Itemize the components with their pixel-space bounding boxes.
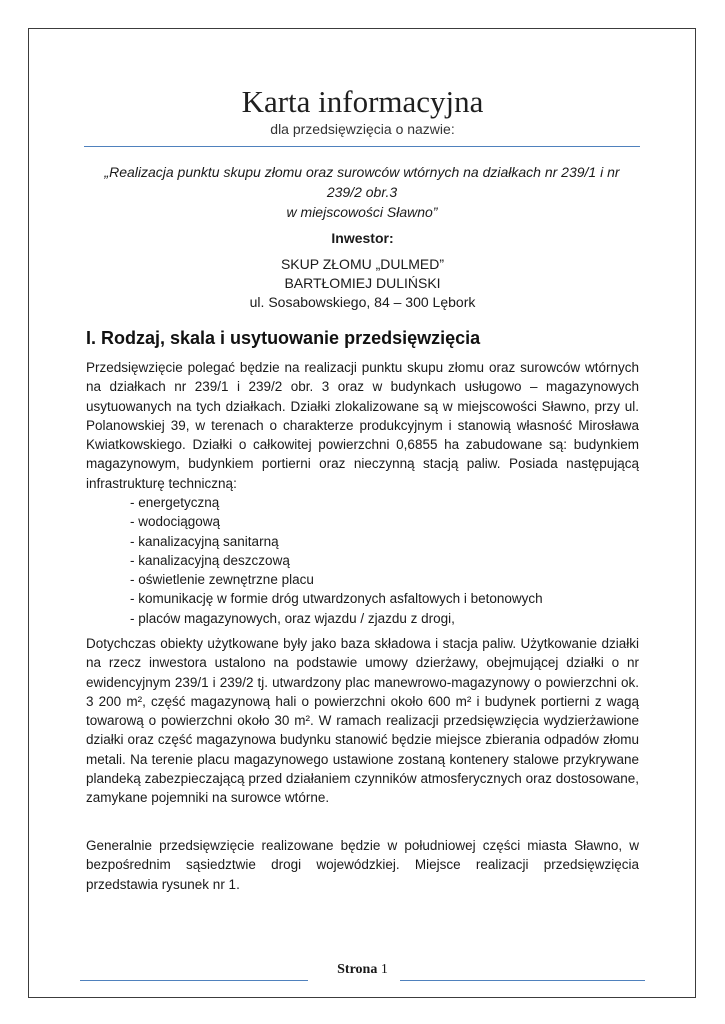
paragraph-description: Przedsięwzięcie polegać będzie na realizacji punktu skupu złomu oraz surowców wtórnych na działkach nr 239/1 i 239/2 obr. 3 oraz w budynkach usługowo – magazynowych usytuowanych na tych działkach. Działki zlokalizowane są w miejscowości Sławno, przy ul. Polanowskiej 39, w terenach o charakterze produkcyjnym i stanowią własność Mirosława Kwiatkowskiego. Działki o całkowitej powierzchni 0,6855 ha zabudowane są: budynkiem magazynowym, budynkiem portierni oraz nieczynną stacją paliw. Posiada następującą infrastrukturę techniczną: [86, 360, 639, 491]
investor-address: ul. Sosabowskiego, 84 – 300 Lębork [249, 294, 476, 310]
project-name-line: „Realizacja punktu skupu złomu oraz surowców wtórnych na działkach nr 239/1 i nr [104, 164, 620, 180]
project-name-line: 239/2 obr.3 [326, 184, 398, 200]
investor-owner: BARTŁOMIEJ DULIŃSKI [284, 275, 441, 291]
investor-label: Inwestor: [331, 230, 394, 246]
list-item: - energetyczną [130, 495, 220, 510]
list-item: - komunikację w formie dróg utwardzonych asfaltowych i betonowych [130, 591, 543, 607]
project-name-line: w miejscowości Sławno” [286, 204, 438, 220]
title-divider [84, 146, 640, 147]
document-subtitle: dla przedsięwzięcia o nazwie: [270, 121, 455, 137]
infrastructure-list [130, 493, 543, 628]
page-number-value: 1 [380, 962, 388, 977]
list-item: - wodociągową [130, 514, 221, 530]
page-label: Strona [337, 962, 378, 977]
paragraph-location: Generalnie przedsięwzięcie realizowane będzie w południowej części miasta Sławno, w bezpośrednim sąsiedztwie drogi wojewódzkiej. Miejsce realizacji przedsięwzięcia przedstawia rysunek nr 1. [86, 838, 639, 892]
list-item: - oświetlenie zewnętrzne placu [130, 572, 314, 588]
footer-divider-right [400, 980, 645, 981]
section-heading: I. Rodzaj, skala i usytuowanie przedsięwzięcia [86, 328, 481, 348]
document-title: Karta informacyjna [241, 84, 484, 119]
list-item: - kanalizacyjną deszczową [130, 552, 290, 568]
investor-company: SKUP ZŁOMU „DULMED” [280, 256, 445, 272]
list-item: - kanalizacyjną sanitarną [130, 533, 279, 549]
list-item: - placów magazynowych, oraz wjazdu / zjazdu z drogi, [130, 610, 455, 626]
project-name [84, 162, 640, 222]
investor-details [0, 255, 725, 312]
paragraph-usage: Dotychczas obiekty użytkowane były jako baza składowa i stacja paliw. Użytkowanie działki na rzecz inwestora ustalono na podstawie umowy dzierżawy, obejmującej działki o nr ewidencyjnym 239/1 i 239/2 tj. utwardzony plac manewrowo-magazynowy o powierzchni ok. 3 200 m², część magazynową hali o powierzchni około 600 m² i budynek portierni z wagą towarową o powierzchni około 30 m². W ramach realizacji przedsięwzięcia wydzierżawione działki oraz część magazynowa budynku stanowić będzie miejsce zbierania odpadów złomu metali. Na terenie placu magazynowego ustawione zostaną kontenery stalowe przykrywane plandeką zabezpieczającą przed działaniem czynników atmosferycznych oraz dostosowane, zamykane pojemniki na surowce wtórne. [86, 636, 639, 806]
footer-divider-left [80, 980, 308, 981]
page-number [0, 962, 725, 978]
